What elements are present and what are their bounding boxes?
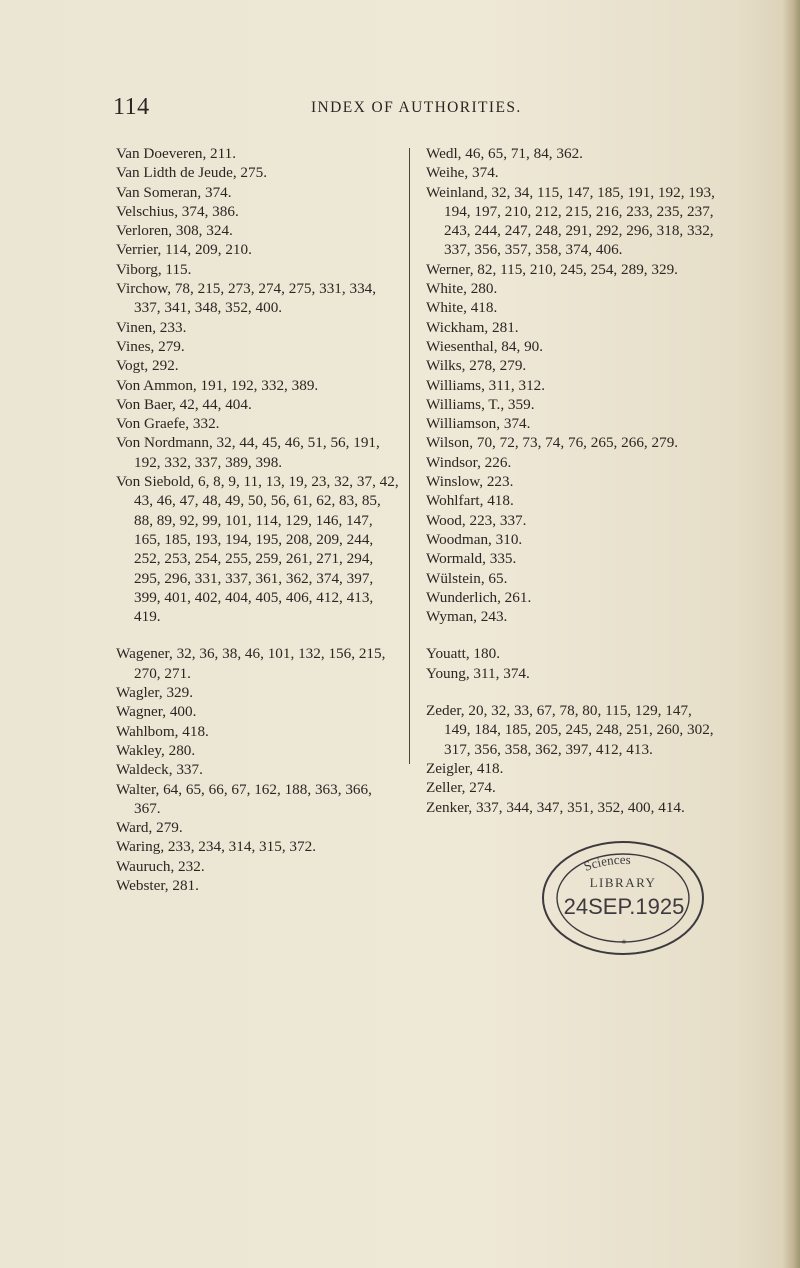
index-entry: Williamson, 374. [426,415,531,433]
index-entry: Von Baer, 42, 44, 404. [116,395,252,413]
index-entry: Wagner, 400. [116,703,197,721]
index-entry: White, 418. [426,299,498,317]
index-entry: Von Graefe, 332. [116,415,220,433]
index-entry: Wauruch, 232. [116,857,205,875]
index-entry: Wagler, 329. [116,684,194,702]
index-entry: Williams, 311, 312. [426,376,546,394]
index-entry: Wohlfart, 418. [426,492,514,510]
index-entry: Waring, 233, 234, 314, 315, 372. [116,838,316,856]
index-entry: Young, 311, 374. [426,664,530,682]
index-entry: Wedl, 46, 65, 71, 84, 362. [426,145,583,162]
index-entry: Ward, 279. [116,819,183,837]
index-entry: Wagener, 32, 36, 38, 46, 101, 132, 156, 215, 270, 271. [116,645,386,682]
index-entry: Wood, 223, 337. [426,511,527,529]
index-entry: Wahlbom, 418. [116,722,209,740]
stamp-star: * [621,937,627,951]
index-entry: Wiesenthal, 84, 90. [426,337,544,355]
index-entry: Windsor, 226. [426,453,512,471]
stamp-top-text: Sciences [581,851,632,874]
page-edge-shadow [782,0,800,1268]
section-gap [426,683,716,701]
page-number: 114 [113,94,150,120]
index-entry: Wakley, 280. [116,741,196,759]
page-header [0,94,800,124]
index-entry: Vogt, 292. [116,357,179,375]
index-entry: Van Doeveren, 211. [116,145,237,162]
index-entry: Walter, 64, 65, 66, 67, 162, 188, 363, 366, 367. [116,780,372,817]
index-entry: Wilks, 278, 279. [426,357,527,375]
index-entry: Vinen, 233. [116,318,187,336]
stamp-date: 24SEP.1925 [563,894,685,919]
index-entry: Wunderlich, 261. [426,588,532,606]
index-entry: Wormald, 335. [426,550,517,568]
index-entry: Zeder, 20, 32, 33, 67, 78, 80, 115, 129, 147, 149, 184, 185, 205, 245, 248, 251, 260, 302, 317, 356, 358, 362, 397, 412, 413. [426,702,714,758]
library-stamp-seal [538,838,708,958]
stamp-arc-text [582,852,631,874]
index-entry: Velschius, 374, 386. [116,202,239,220]
library-stamp [538,838,708,958]
index-entry: Verrier, 114, 209, 210. [116,241,252,259]
index-entry: Winslow, 223. [426,473,514,491]
stamp-center-label: LIBRARY [589,875,657,890]
index-entry: Virchow, 78, 215, 273, 274, 275, 331, 334, 337, 341, 348, 352, 400. [116,280,377,317]
index-column-left [116,144,402,895]
column-divider [409,148,410,764]
index-entry: Wickham, 281. [426,318,519,336]
index-entry: Van Lidth de Jeude, 275. [116,164,267,182]
index-entry: Van Someran, 374. [116,183,232,201]
index-entry: White, 280. [426,280,498,298]
index-entry: Werner, 82, 115, 210, 245, 254, 289, 329. [426,260,678,278]
index-entry: Von Nordmann, 32, 44, 45, 46, 51, 56, 191, 192, 332, 337, 389, 398. [116,434,380,471]
index-column-right [426,144,716,817]
index-entry: Youatt, 180. [426,645,500,663]
index-entry: Zenker, 337, 344, 347, 351, 352, 400, 414. [426,798,685,816]
index-entry: Vines, 279. [116,337,185,355]
index-entry: Viborg, 115. [116,260,192,278]
index-entry: Waldeck, 337. [116,761,203,779]
index-entry: Verloren, 308, 324. [116,222,233,240]
index-entry: Wilson, 70, 72, 73, 74, 76, 265, 266, 279. [426,434,679,452]
index-entry: Weinland, 32, 34, 115, 147, 185, 191, 192, 193, 194, 197, 210, 212, 215, 216, 233, 235, 237, 243, 244, 247, 248, 291, 292, 296, 318, 332, 337, 356, 357, 358, 374, 406. [426,183,715,259]
index-entry: Zeller, 274. [426,779,496,797]
index-entry: Williams, T., 359. [426,395,535,413]
section-gap [116,626,402,644]
index-entry: Von Ammon, 191, 192, 332, 389. [116,376,319,394]
index-entry: Wyman, 243. [426,608,508,626]
section-gap [426,626,716,644]
index-entry: Webster, 281. [116,876,199,894]
index-entry: Wülstein, 65. [426,569,508,587]
index-entry: Zeigler, 418. [426,759,504,777]
index-entry: Von Siebold, 6, 8, 9, 11, 13, 19, 23, 32, 37, 42, 43, 46, 47, 48, 49, 50, 56, 61, 62, 83, 85, 88, 89, 92, 99, 101, 114, 129, 146, 147, 165, 185, 193, 194, 195, 208, 209, 244, 252, 253, 254, 255, 259, 261, 271, 294, 295, 296, 331, 337, 361, 362, 374, 397, 399, 401, 402, 404, 405, 406, 412, 413, 419. [116,473,399,626]
index-entry: Weihe, 374. [426,164,499,182]
running-title: INDEX OF AUTHORITIES. [311,99,522,116]
index-entry: Woodman, 310. [426,530,523,548]
